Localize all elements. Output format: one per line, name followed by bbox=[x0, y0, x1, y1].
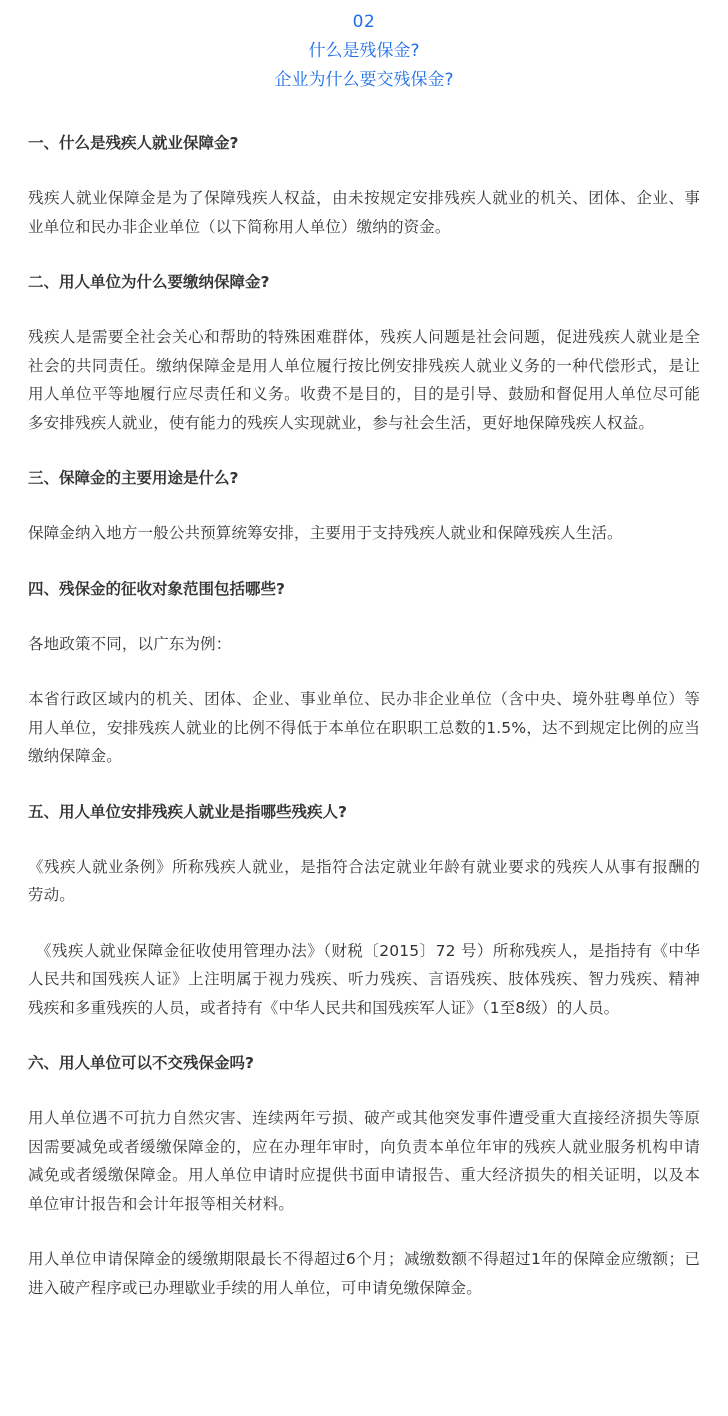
answer-paragraph-5a: 《残疾人就业条例》所称残疾人就业，是指符合法定就业年龄有就业要求的残疾人从事有报酬的劳动。 bbox=[28, 857, 700, 904]
question-heading-1: 一、什么是残疾人就业保障金? bbox=[28, 134, 239, 152]
question-heading-3: 三、保障金的主要用途是什么? bbox=[28, 469, 239, 487]
answer-paragraph-2: 残疾人是需要全社会关心和帮助的特殊困难群体，残疾人问题是社会问题，促进残疾人就业是全社会的共同责任。缴纳保障金是用人单位履行按比例安排残疾人就业义务的一种代偿形式，是让用人单位平等地履行应尽责任和义务。收费不是目的，目的是引导、鼓励和督促用人单位尽可能多安排残疾人就业，使有能力的残疾人实现就业，参与社会生活，更好地保障残疾人权益。 bbox=[28, 328, 700, 432]
header-title-line-2: 企业为什么要交残保金? bbox=[274, 70, 454, 90]
section-header bbox=[28, 0, 700, 95]
section-number: 02 bbox=[352, 12, 376, 32]
answer-paragraph-6b: 用人单位申请保障金的缓缴期限最长不得超过6个月；减缴数额不得超过1年的保障金应缴额；已进入破产程序或已办理歇业手续的用人单位，可申请免缴保障金。 bbox=[28, 1250, 700, 1297]
answer-paragraph-3: 保障金纳入地方一般公共预算统筹安排，主要用于支持残疾人就业和保障残疾人生活。 bbox=[28, 524, 623, 542]
answer-paragraph-5b: 《残疾人就业保障金征收使用管理办法》（财税〔2015〕72 号）所称残疾人，是指持有《中华人民共和国残疾人证》上注明属于视力残疾、听力残疾、言语残疾、肢体残疾、智力残疾、精神残疾和多重残疾的人员，或者持有《中华人民共和国残疾军人证》（1至8级）的人员。 bbox=[28, 941, 700, 1017]
answer-paragraph-1: 残疾人就业保障金是为了保障残疾人权益，由未按规定安排残疾人就业的机关、团体、企业、事业单位和民办非企业单位（以下简称用人单位）缴纳的资金。 bbox=[28, 189, 700, 236]
question-heading-5: 五、用人单位安排残疾人就业是指哪些残疾人? bbox=[28, 802, 347, 821]
answer-paragraph-6a: 用人单位遇不可抗力自然灾害、连续两年亏损、破产或其他突发事件遭受重大直接经济损失等原因需要减免或者缓缴保障金的，应在办理年审时，向负责本单位年审的残疾人就业服务机构申请减免或者缓缴保障金。用人单位申请时应提供书面申请报告、重大经济损失的相关证明，以及本单位审计报告和会计年报等相关材料。 bbox=[28, 1109, 700, 1213]
header-title-line-1: 什么是残保金? bbox=[308, 41, 420, 61]
question-heading-2: 二、用人单位为什么要缴纳保障金? bbox=[28, 273, 270, 291]
answer-paragraph-4a: 各地政策不同，以广东为例： bbox=[28, 634, 232, 653]
question-heading-4: 四、残保金的征收对象范围包括哪些? bbox=[28, 579, 285, 598]
question-heading-6: 六、用人单位可以不交残保金吗? bbox=[28, 1054, 254, 1072]
answer-paragraph-4b: 本省行政区域内的机关、团体、企业、事业单位、民办非企业单位（含中央、境外驻粤单位）等用人单位，安排残疾人就业的比例不得低于本单位在职职工总数的1.5%，达不到规定比例的应当缴纳保障金。 bbox=[28, 690, 700, 765]
